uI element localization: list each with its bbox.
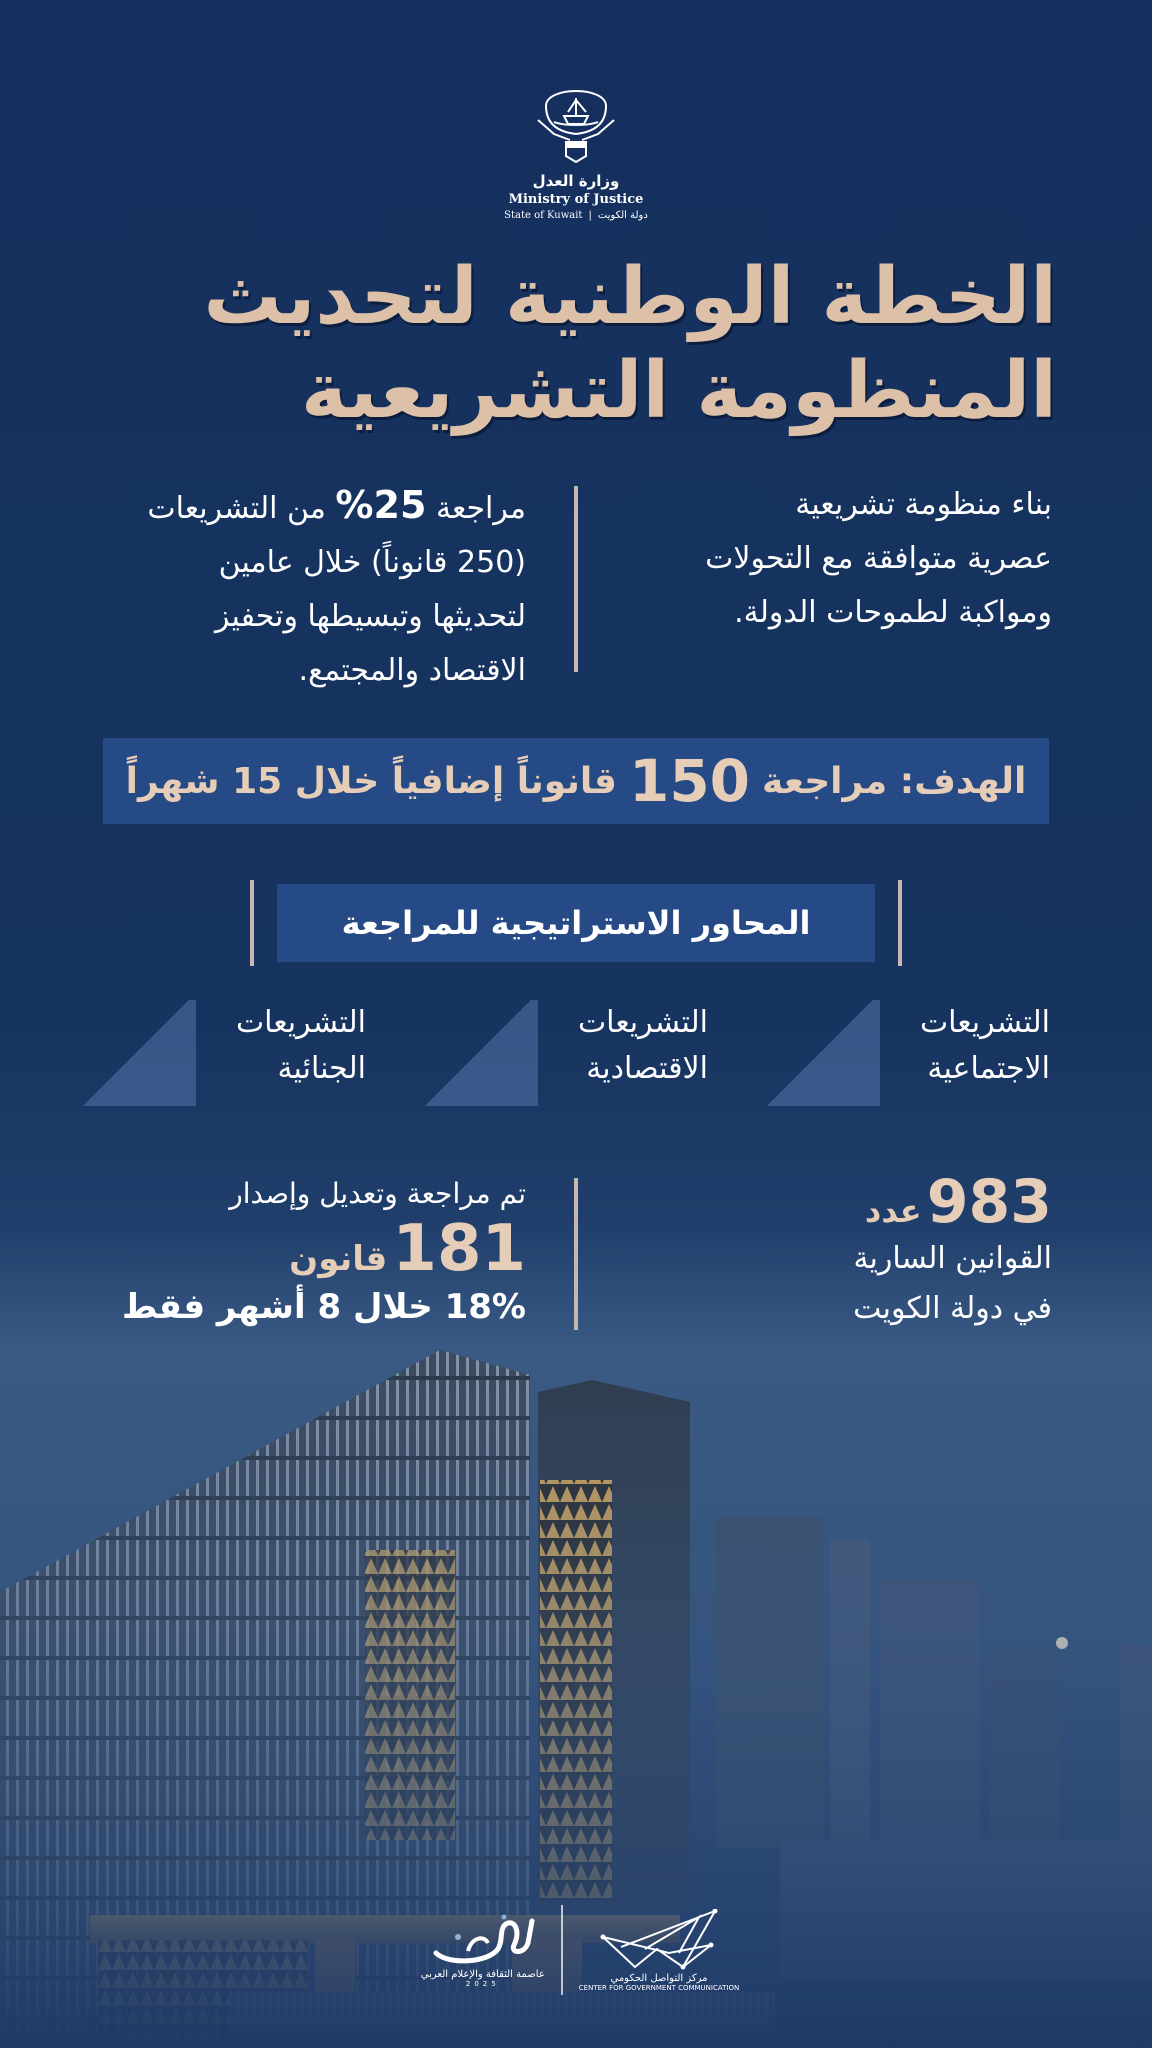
axis-line-1: التشريعات (577, 1005, 708, 1040)
goal-prefix: الهدف: مراجعة (762, 760, 1027, 802)
calligraphy-logo-icon (428, 1913, 538, 1969)
axes-heading-text: المحاور الاستراتيجية للمراجعة (341, 904, 811, 942)
review-percentage: 25% (335, 483, 427, 527)
intro-divider (574, 486, 578, 672)
vision-line: بناء منظومة تشريعية (795, 487, 1052, 522)
page-title (95, 250, 1057, 438)
review-text (100, 478, 526, 698)
state-name-en: State of Kuwait (504, 210, 583, 221)
reviewed-count-unit: قانون (289, 1239, 388, 1279)
ministry-name-ar: وزارة العدل (532, 172, 620, 190)
vision-text (600, 478, 1052, 640)
axes-heading (277, 884, 875, 962)
axis-line-2: الجنائية (277, 1051, 366, 1086)
review-prefix: مراجعة (435, 491, 526, 526)
vision-line: عصرية متوافقة مع التحولات (705, 541, 1052, 576)
reviewed-count-row (100, 1212, 526, 1286)
laws-count: 983 (926, 1167, 1052, 1237)
review-line (100, 478, 526, 536)
state-name-ar: دولة الكويت (597, 210, 648, 221)
culture-capital-year: 2025 (465, 1979, 500, 1988)
title-line-2: المنظومة التشريعية (300, 346, 1057, 436)
review-line: (250 قانوناً) خلال عامين (218, 545, 526, 580)
axis-card-social (760, 1000, 1050, 1106)
state-separator: | (588, 210, 592, 221)
reviewed-summary: 18% خلال 8 أشهر فقط (121, 1287, 526, 1327)
culture-capital-logo (421, 1913, 545, 1988)
goal-number: 150 (628, 747, 751, 815)
laws-line-1: القوانين السارية (853, 1241, 1052, 1276)
footer-logos (420, 1895, 740, 2005)
laws-line-2: في دولة الكويت (853, 1291, 1052, 1326)
review-suffix: من التشريعات (147, 491, 326, 526)
axis-card-economic (418, 1000, 708, 1106)
laws-count-unit: عدد (864, 1192, 922, 1230)
cgc-logo (579, 1909, 739, 1992)
cgc-caption-en: CENTER FOR GOVERNMENT COMMUNICATION (578, 1983, 740, 1992)
reviewed-intro: تم مراجعة وتعديل وإصدار (229, 1177, 526, 1210)
reviewed-count: 181 (392, 1212, 526, 1286)
title-line-1: الخطة الوطنية لتحديث (203, 252, 1057, 342)
laws-count-row (600, 1167, 1052, 1237)
goal-banner (103, 738, 1049, 824)
goal-suffix: قانوناً إضافياً خلال 15 شهراً (125, 760, 617, 802)
review-line: لتحديثها وتبسيطها وتحفيز (214, 599, 526, 634)
axis-line-1: التشريعات (919, 1005, 1050, 1040)
axis-line-1: التشريعات (235, 1005, 366, 1040)
vision-line: ومواكبة لطموحات الدولة. (734, 595, 1052, 630)
axes-divider-right (898, 880, 902, 966)
kuwait-emblem-icon (534, 76, 618, 166)
reviewed-laws-stat (100, 1172, 526, 1332)
cgc-caption-ar: مركز التواصل الحكومي (610, 1972, 708, 1984)
stats-divider (574, 1178, 578, 1330)
ministry-name-en: Ministry of Justice (508, 192, 644, 207)
axis-card-criminal (76, 1000, 366, 1106)
axis-line-2: الاجتماعية (927, 1051, 1050, 1086)
culture-capital-caption: عاصمة الثقافة والإعلام العربي (420, 1968, 545, 1980)
dhow-boat-icon (599, 1909, 719, 1973)
footer-separator (561, 1905, 563, 1995)
axes-divider-left (250, 880, 254, 966)
axis-line-2: الاقتصادية (586, 1051, 708, 1086)
ministry-logo (504, 76, 648, 221)
review-line: الاقتصاد والمجتمع. (298, 653, 526, 688)
state-name (504, 210, 648, 221)
laws-in-force-stat (600, 1167, 1052, 1334)
